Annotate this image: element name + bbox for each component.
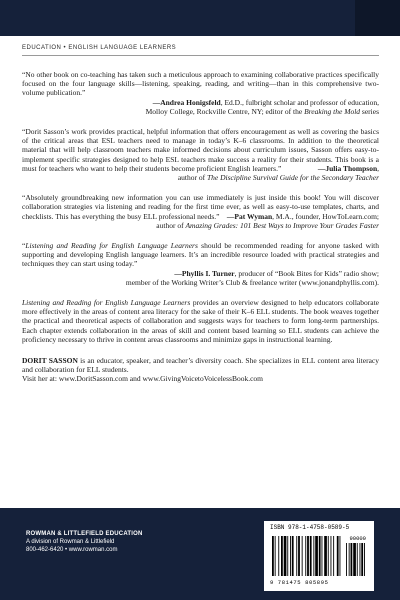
- quote-thompson: [22, 127, 379, 182]
- barcode-graphic: [270, 534, 368, 578]
- quote-attribution-line2: author of The Discipline Survival Guide for the Secondary Teacher: [177, 173, 379, 183]
- barcode-bar: [333, 536, 334, 576]
- barcode-bar: [328, 536, 329, 576]
- barcode-bar: [290, 536, 291, 576]
- author-bio: DORIT SASSON is an educator, speaker, and teacher’s diversity coach. She specializes in ELL content area literacy and collaboration for ELL students. Visit her at: www.DoritSasson.com and www.GivingVoicetoVoicelessBook.com: [22, 356, 379, 384]
- publisher-name: ROWMAN & LITTLEFIELD EDUCATION: [26, 531, 143, 537]
- barcode-bar: [305, 536, 306, 576]
- category-label: EDUCATION • ENGLISH LANGUAGE LEARNERS: [22, 45, 177, 51]
- price-bar: [360, 543, 361, 576]
- back-cover-text: [22, 70, 379, 384]
- barcode-bar: [319, 536, 321, 576]
- quote-turner: “Listening and Reading for English Language Learners should be recommended reading for anyone tasked with supporting and developing English language learners. It’s an incredible resource loaded with practical strategies and techniques they can start using today.” —Phyllis I. Turner, producer of “Book Bites for Kids” radio show; member of the Working Writer’s Club & freelance writer (www.jonandphyllis.com).: [22, 241, 379, 287]
- top-color-band: [0, 0, 400, 36]
- quote-text: should be recommended reading for anyone tasked with supporting and developing English language learners. It’s an incredible resource loaded with practical strategies and techniques they can start using today.”: [22, 241, 379, 269]
- price-bar: [364, 543, 365, 576]
- barcode-bar: [281, 536, 283, 576]
- barcode-bar: [324, 536, 327, 576]
- barcode-bar: [298, 536, 300, 576]
- quote-attribution-line2: author of Amazing Grades: 101 Best Ways to Improve Your Grades Faster: [156, 220, 379, 230]
- price-bar: [361, 543, 363, 576]
- quote-text: “Absolutely groundbreaking new information you can use immediately is just inside this book! You will discover collaboration strategies via listening and reading for the first time ever, as well as easy-to-use templates, charts, and checklists. This has everything the busy ELL professional needs.”: [22, 193, 379, 221]
- barcode-bar: [292, 536, 294, 576]
- publisher-footer: [0, 508, 400, 600]
- barcode-bar: [296, 536, 297, 576]
- barcode-digits: 9 781475 805895: [270, 579, 329, 586]
- publisher-info: [26, 530, 143, 554]
- barcode-bar: [322, 536, 323, 576]
- quote-honigsfeld: [22, 70, 379, 116]
- barcode-bar: [337, 536, 339, 576]
- barcode-bar: [315, 536, 318, 576]
- isbn-label: ISBN 978-1-4758-0589-5: [270, 524, 350, 531]
- quote-attribution: —Julia Thompson,: [317, 163, 379, 173]
- barcode-bar: [307, 536, 309, 576]
- quote-text: “No other book on co-teaching has taken such a meticulous approach to examining collaborative practices specifically focused on the four language skills—listening, speaking, reading, and writing—than in this comprehensive two-volume publication.”: [22, 70, 379, 98]
- price-bar: [357, 543, 358, 576]
- barcode-box: [264, 521, 374, 591]
- barcode-bar: [302, 536, 303, 576]
- barcode-bar: [272, 536, 274, 576]
- price-code: 90000: [349, 535, 366, 542]
- price-bar: [353, 543, 356, 576]
- barcode-bar: [275, 536, 276, 576]
- quote-attribution-line2: member of the Working Writer’s Club & freelance writer (www.jonandphyllis.com).: [125, 277, 379, 287]
- quote-text: “Dorit Sasson’s work provides practical, helpful information that offers encouragement as well as covering the basics of the critical areas that ESL teachers need to manage in today’s K–6 classrooms. In addition to the theoretical material that will help classroom teachers make informed decisions about curriculum issues, Sasson offers easy-to-implement specific strategies designed to help ESL teachers make success a reality for their students. This book is a must for teachers who want to help their students become proficient English learners.”: [22, 127, 379, 173]
- price-bar: [346, 543, 347, 576]
- price-bar: [349, 543, 350, 576]
- quote-attribution: —Phyllis I. Turner, producer of “Book Bites for Kids” radio show;: [174, 268, 379, 278]
- quote-wyman: [22, 193, 379, 230]
- book-description: Listening and Reading for English Language Learners provides an overview designed to help educators collaborate more effectively in the areas of content area literacy for the sake of their K–6 ELL students. The book weaves together the practical and theoretical aspects of collaboration and suggests ways for teachers to form long-term partnerships. Each chapter extends collaboration in the areas of skill and content based learning so ELL students can achieve the proficiency necessary to thrive in content areas classrooms and minimize gaps in instructional learning.: [22, 298, 379, 344]
- barcode-bar: [310, 536, 312, 576]
- barcode-bar: [340, 536, 341, 576]
- publisher-contact: 800-462-6420 • www.rowman.com: [26, 547, 118, 553]
- price-bar: [351, 543, 353, 576]
- barcode-bar: [284, 536, 287, 576]
- barcode-bar: [313, 536, 314, 576]
- barcode-bar: [278, 536, 279, 576]
- top-rule: [22, 55, 379, 56]
- quote-attribution: —Andrea Honigsfeld, Ed.D., fulbright scholar and professor of education,: [152, 97, 379, 107]
- spine-notch: [355, 0, 400, 36]
- barcode-bar: [287, 536, 288, 576]
- quote-attribution: —Pat Wyman, M.A., founder, HowToLearn.com;: [226, 211, 379, 221]
- barcode-bar: [331, 536, 332, 576]
- quote-attribution-line2: Molloy College, Rockville Centre, NY; editor of the Breaking the Mold series: [145, 106, 379, 116]
- publisher-division: A division of Rowman & Littlefield: [26, 539, 115, 545]
- author-website: Visit her at: www.DoritSasson.com and www.GivingVoicetoVoicelessBook.com: [22, 374, 263, 384]
